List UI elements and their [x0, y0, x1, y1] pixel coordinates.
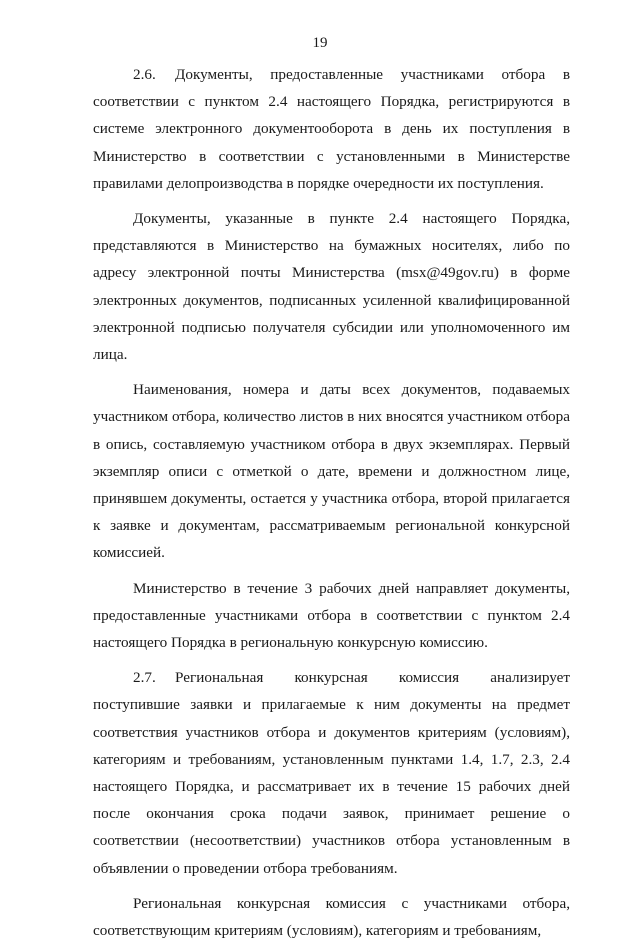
- paragraph-text: Региональная конкурсная комиссия с участниками отбора, соответствующим критериям (условиям), категориям и требованиям,: [93, 894, 570, 940]
- paragraph-text: Наименования, номера и даты всех документов, подаваемых участником отбора, количество листов в них вносятся участником отбора в опись, составляемую участником отбора в двух экземплярах. Первый экземпляр описи с отметкой о дате, времени и должностном лице, принявшем документы, остается у участника отбора, второй прилагается к заявке и документам, рассматриваемым региональной конкурсной комиссией.: [93, 381, 570, 562]
- paragraph-text: Региональная конкурсная комиссия анализирует поступившие заявки и прилагаемые к ним документы на предмет соответствия участников отбора и документов критериям (условиям), категориям и требованиям, установленным пунктами 1.4, 1.7, 2.3, 2.4 настоящего Порядка, и рассматривает их в течение 15 рабочих дней после окончания срока подачи заявок, принимает решение о соответствии (несоответствии) участников отбора установленным в объявлении о проведении отбора требованиям.: [93, 669, 570, 877]
- paragraph-inventory: [93, 376, 570, 566]
- paragraph-2-6: [93, 61, 570, 197]
- document-body: [93, 61, 570, 944]
- paragraph-number: 2.7.: [133, 669, 156, 687]
- paragraph-number: 2.6.: [133, 66, 156, 83]
- paragraph-text: Министерство в течение 3 рабочих дней направляет документы, предоставленные участниками отбора в соответствии с пунктом 2.4 настоящего Порядка в региональную конкурсную комиссию.: [93, 579, 570, 652]
- paragraph-documents-submission: [93, 205, 570, 368]
- paragraph-text: Документы, предоставленные участниками отбора в соответствии с пунктом 2.4 настоящего Порядка, регистрируются в системе электронного документооборота в день их поступления в Министерство в соответствии с установленными в Министерстве правилами делопроизводства в порядке очередности их поступления.: [93, 66, 570, 192]
- paragraph-commission-continued: [93, 890, 570, 944]
- paragraph-2-7: [93, 664, 570, 882]
- page-number: 19: [312, 35, 328, 51]
- paragraph-text: Документы, указанные в пункте 2.4 настоящего Порядка, представляются в Министерство на бумажных носителях, либо по адресу электронной почты Министерства (msx@49gov.ru) в форме электронных документов, подписанных усиленной квалифицированной электронной подписью получателя субсидии или уполномоченного им лица.: [93, 210, 570, 364]
- paragraph-ministry-forwarding: [93, 575, 570, 657]
